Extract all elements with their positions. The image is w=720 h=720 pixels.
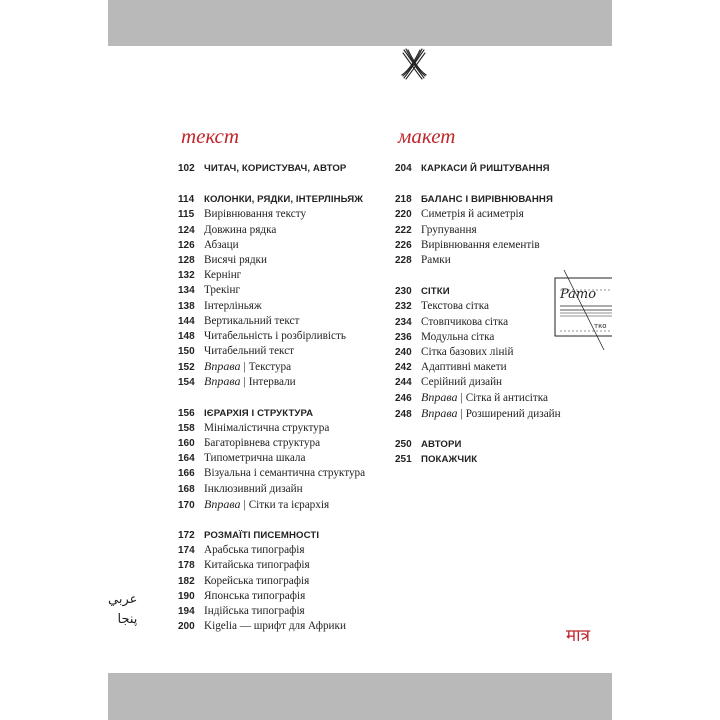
toc-entry[interactable] [178, 223, 408, 238]
thumbnail-caption-top: Pamo [560, 287, 597, 302]
entry-title: Читабельний текст [204, 345, 295, 358]
entry-title: ПОКАЖЧИК [421, 454, 478, 465]
page-number: 228 [395, 254, 412, 266]
entry-title: Корейська типографія [204, 574, 310, 587]
entry-title: Kigelia — шрифт для Африки [204, 620, 346, 633]
toc-entry[interactable] [395, 223, 605, 238]
page-number: 244 [395, 377, 412, 389]
entry-title: Інтерліньяж [204, 299, 262, 312]
page-number: 132 [178, 270, 195, 282]
entry-title: Адаптивні макети [421, 361, 507, 374]
toc-entry[interactable] [395, 390, 605, 405]
toc-section-heading[interactable] [395, 161, 605, 176]
page-number: 164 [178, 453, 195, 465]
toc-entry[interactable] [395, 207, 605, 222]
toc-section-heading[interactable] [395, 192, 605, 207]
entry-title: Серійний дизайн [421, 376, 503, 389]
page-number: 174 [178, 545, 195, 557]
toc-entry[interactable] [395, 375, 605, 390]
toc-entry[interactable] [178, 359, 408, 374]
separator-bar: | [460, 407, 463, 420]
entry-title: Типометрична шкала [204, 452, 306, 465]
entry-title: АВТОРИ [421, 438, 462, 450]
contents-page [108, 46, 612, 673]
devanagari-snippet: मात्र [566, 626, 590, 646]
toc-section-heading[interactable] [178, 406, 408, 421]
exercise-label: Вправа [421, 390, 458, 405]
toc-entry[interactable] [178, 421, 408, 436]
page-number: 160 [178, 438, 195, 449]
bottom-gray-band [108, 673, 612, 720]
toc-group [178, 161, 408, 176]
entry-title [421, 390, 548, 406]
entry-title: Вирівнювання тексту [204, 208, 307, 221]
page-number: 124 [178, 224, 195, 236]
entry-title: Арабська типографія [204, 544, 305, 557]
page-number: 234 [395, 316, 412, 328]
entry-title: Групування [421, 223, 477, 236]
page-number: 154 [178, 377, 195, 389]
page-number: 194 [178, 605, 195, 617]
entry-title: Довжина рядка [204, 223, 277, 236]
contents-column-text [178, 124, 408, 650]
page-number: 158 [178, 422, 195, 434]
crossed-lines-icon [400, 48, 428, 80]
toc-group [395, 161, 605, 176]
entry-title: Модульна сітка [421, 330, 495, 343]
exercise-label: Вправа [421, 405, 458, 420]
page-number: 152 [178, 362, 195, 374]
entry-title: Симетрія й асиметрія [421, 208, 524, 221]
entry-title: Рамки [421, 253, 451, 266]
entry-title: Висячі рядки [204, 253, 267, 266]
page-number: 182 [178, 575, 195, 587]
exercise-title: Інтервали [248, 376, 296, 389]
page-number: 190 [178, 590, 195, 602]
separator-bar: | [243, 361, 246, 374]
exercise-title: Текстура [248, 361, 292, 374]
page-number: 200 [178, 621, 195, 633]
page-thumbnail-image [554, 268, 612, 352]
page-number: 172 [178, 529, 195, 541]
page-number: 251 [395, 454, 412, 465]
page-number: 246 [395, 393, 412, 405]
page-number: 138 [178, 300, 195, 312]
entry-title: Вирівнювання елементів [421, 238, 540, 251]
column-title-text: текст [181, 124, 239, 148]
toc-entry[interactable] [178, 589, 408, 604]
entry-title: ІЄРАРХІЯ І СТРУКТУРА [204, 407, 314, 419]
entry-title: РОЗМАЇТІ ПИСЕМНОСТІ [204, 529, 320, 541]
entry-title: Індійська типографія [204, 604, 305, 617]
toc-entry[interactable] [178, 543, 408, 558]
page-number: 126 [178, 239, 195, 251]
column-title-layout: макет [398, 124, 456, 148]
page-number: 220 [395, 209, 412, 221]
entry-title: Абзаци [204, 238, 239, 251]
toc-entry[interactable] [178, 374, 408, 389]
toc-entry[interactable] [395, 360, 605, 375]
arabic-script-snippet [108, 590, 137, 630]
page-number: 248 [395, 408, 412, 420]
page-number: 134 [178, 285, 195, 297]
entry-title: Багаторівнева структура [204, 437, 321, 449]
entry-title [204, 359, 291, 375]
entry-title: Інклюзивний дизайн [204, 482, 303, 495]
toc-entry[interactable] [178, 466, 408, 481]
page-number: 222 [395, 224, 412, 236]
separator-bar: | [460, 392, 463, 405]
toc-entry[interactable] [178, 329, 408, 344]
page-number: 236 [395, 331, 412, 343]
toc-entry[interactable] [178, 451, 408, 466]
toc-entry[interactable] [178, 497, 408, 512]
page-number: 128 [178, 254, 195, 266]
exercise-label: Вправа [204, 359, 241, 374]
toc-entry[interactable] [178, 574, 408, 589]
toc-group [178, 528, 408, 634]
page-number: 156 [178, 407, 195, 419]
toc-section-heading[interactable] [395, 437, 605, 452]
arabic-line-2: پنجا [117, 612, 138, 627]
page-number: 178 [178, 560, 195, 572]
toc-entry[interactable] [178, 314, 408, 329]
page-number: 226 [395, 239, 412, 251]
exercise-label: Вправа [204, 496, 241, 511]
toc-section-heading[interactable] [178, 192, 408, 207]
toc-group [395, 437, 605, 467]
entry-title: КАРКАСИ Й РИШТУВАННЯ [421, 163, 550, 174]
exercise-title: Розширений дизайн [465, 407, 561, 420]
entry-title [204, 497, 329, 513]
toc-entry[interactable] [178, 268, 408, 283]
page-number: 232 [395, 301, 412, 313]
page-number: 102 [178, 163, 195, 174]
entry-title: Візуальна і семантична структура [204, 467, 366, 480]
toc-entry[interactable] [395, 253, 605, 268]
top-gray-band [108, 0, 612, 46]
toc-section-heading[interactable] [395, 452, 605, 467]
toc-group [395, 192, 605, 268]
page-number: 144 [178, 315, 195, 327]
toc-entry[interactable] [395, 238, 605, 253]
toc-entry[interactable] [178, 436, 408, 451]
entry-title: СІТКИ [421, 286, 450, 298]
entry-title: Японська типографія [204, 589, 306, 602]
toc-entry[interactable] [178, 253, 408, 268]
page-number: 170 [178, 499, 195, 511]
page-number: 240 [395, 346, 412, 358]
entry-title: Стовпчикова сітка [421, 315, 509, 328]
page-number: 166 [178, 468, 195, 480]
page-number: 242 [395, 362, 412, 374]
toc-entry[interactable] [178, 207, 408, 222]
entry-title [421, 406, 561, 422]
toc-groups-left [178, 161, 408, 634]
page-number: 168 [178, 483, 195, 495]
toc-entry[interactable] [178, 283, 408, 298]
toc-entry[interactable] [178, 558, 408, 573]
entry-title: Мінімалістична структура [204, 421, 330, 434]
toc-entry[interactable] [178, 482, 408, 497]
entry-title: Сітка базових ліній [421, 345, 514, 358]
page-number: 230 [395, 286, 412, 298]
toc-entry[interactable] [178, 299, 408, 314]
entry-title: Вертикальний текст [204, 314, 300, 327]
toc-entry[interactable] [178, 619, 408, 634]
page-number: 115 [178, 209, 195, 221]
thumbnail-caption-bottom: тко [594, 322, 607, 330]
toc-entry[interactable] [178, 344, 408, 359]
arabic-line-1: عربي [108, 592, 138, 607]
page-number: 114 [178, 194, 195, 206]
entry-title: Кернінг [204, 269, 242, 282]
toc-group [178, 192, 408, 389]
entry-title: ЧИТАЧ, КОРИСТУВАЧ, АВТОР [204, 163, 347, 174]
toc-section-heading[interactable] [178, 161, 408, 176]
entry-title [204, 374, 296, 390]
toc-entry[interactable] [178, 604, 408, 619]
entry-title: Китайська типографія [204, 559, 310, 572]
entry-title: Читабельність і розбірливість [204, 329, 346, 342]
exercise-label: Вправа [204, 374, 241, 389]
entry-title: БАЛАНС І ВИРІВНЮВАННЯ [421, 194, 553, 206]
toc-section-heading[interactable] [178, 528, 408, 543]
page-number: 148 [178, 330, 195, 342]
exercise-title: Сітка й антисітка [465, 392, 549, 405]
page-number: 250 [395, 438, 412, 450]
page-number: 204 [395, 163, 412, 174]
separator-bar: | [243, 376, 246, 389]
page-number: 150 [178, 346, 195, 358]
toc-entry[interactable] [395, 406, 605, 421]
toc-entry[interactable] [178, 238, 408, 253]
toc-group [178, 406, 408, 512]
entry-title: КОЛОНКИ, РЯДКИ, ІНТЕРЛІНЬЯЖ [204, 194, 364, 206]
entry-title: Текстова сітка [421, 300, 489, 313]
entry-title: Трекінг [204, 284, 241, 297]
exercise-title: Сітки та ієрархія [248, 498, 330, 511]
page-number: 218 [395, 194, 412, 206]
separator-bar: | [243, 498, 246, 511]
